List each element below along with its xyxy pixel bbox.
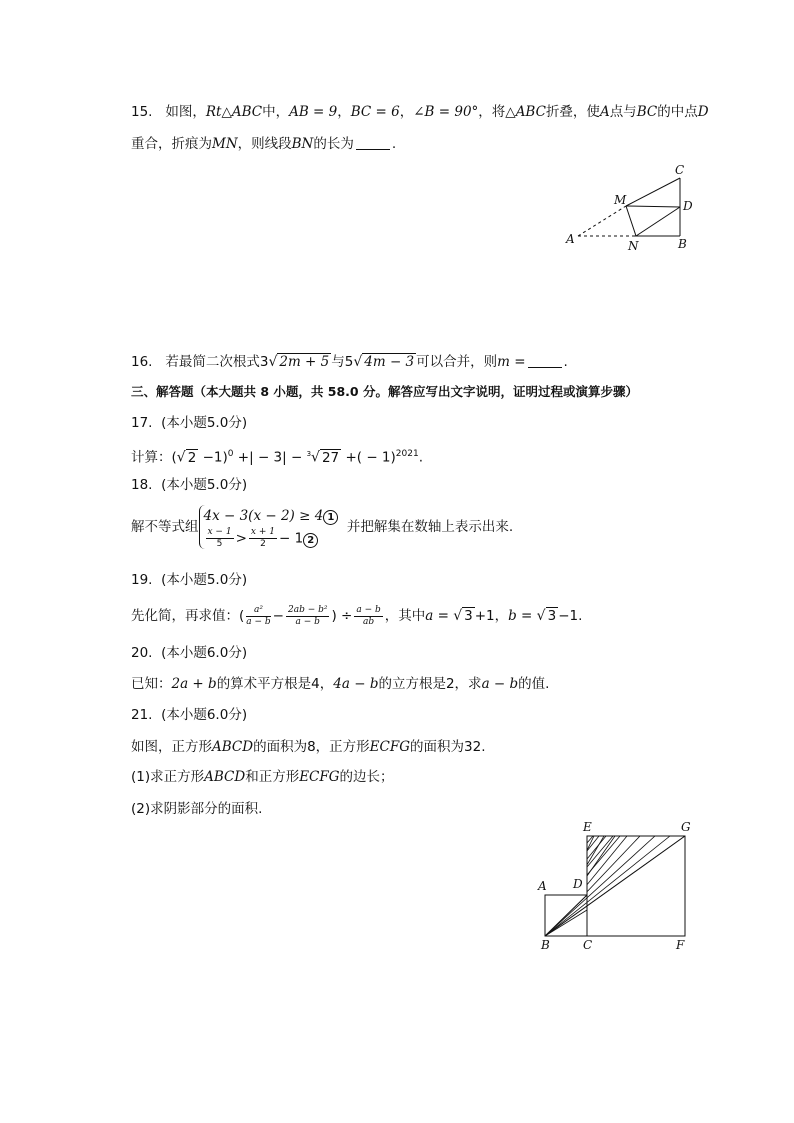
- answer-blank[interactable]: [528, 353, 562, 368]
- label-E: E: [583, 820, 592, 834]
- label-C: C: [583, 938, 593, 952]
- seg-MC: [626, 178, 680, 206]
- label-D: D: [683, 199, 693, 213]
- seg-MN: [626, 206, 636, 236]
- q16-line: 16. 若最简二次根式3√ 2m + 5 与5√ 4m − 3 可以合并，则m = .: [131, 354, 568, 370]
- label-A: A: [566, 232, 575, 246]
- q21-part2: (2)求阴影部分的面积.: [131, 801, 263, 817]
- seg-ND: [636, 207, 680, 236]
- q17-expression: 计算：(√ 2 −1)$^0$ +| − 3| − $^3$√ 27 +( − 1)$^{2021}$.: [131, 449, 423, 466]
- q21-line1: 如图，正方形ABCD的面积为8，正方形ECFG的面积为32.: [131, 739, 486, 755]
- square-ECFG: [587, 836, 685, 936]
- answer-blank[interactable]: [356, 135, 390, 150]
- label-B: B: [678, 237, 687, 251]
- q21-header: 21. (本小题6.0分): [131, 707, 248, 723]
- q20-header: 20. (本小题6.0分): [131, 645, 248, 661]
- q18-header: 18. (本小题5.0分): [131, 477, 248, 493]
- label-A: A: [538, 879, 547, 893]
- label-M: M: [614, 193, 627, 207]
- label-N: N: [628, 239, 639, 253]
- label-B: B: [541, 938, 550, 952]
- q19-expression: 先化简，再求值：( $\frac{\text{a²}}{a - b}$ − $\frac{\text{2ab − b²}}{a - b}$ ) ÷ $\frac{a - b}{ab}$ ，其中a = √ 3 +1，b = √ 3 −1.: [131, 604, 583, 627]
- q15-line1: 15. 如图，Rt△ABC中，AB = 9，BC = 6，∠B = 90°，将△ABC折叠，使A点与BC的中点D: [131, 104, 709, 120]
- label-D: D: [573, 877, 583, 891]
- q15-line2: 重合，折痕为MN，则线段BN的长为 .: [131, 136, 397, 152]
- seg-BD2: [545, 910, 587, 936]
- seg-AM-dashed: [578, 206, 626, 236]
- label-F: F: [676, 938, 685, 952]
- inequality-system: 4x − 3(x − 2) ≥ 4 1 $\frac{x - 1}{5}$ > $\frac{x + 1}{2}$ − 1 2: [199, 505, 339, 549]
- seg-BD: [545, 895, 587, 936]
- label-G: G: [681, 820, 691, 834]
- q20-text: 已知：2a + b的算术平方根是4，4a − b的立方根是2，求a − b的值.: [131, 676, 550, 692]
- section-3-title: 三、解答题（本大题共 8 小题，共 58.0 分。解答应写出文字说明，证明过程或演算步骤）: [131, 384, 638, 399]
- q21-figure: [530, 815, 700, 955]
- q18-system: 解不等式组 4x − 3(x − 2) ≥ 4 1 $\frac{x - 1}{5}$ > $\frac{x + 1}{2}$ − 1 2 并把解集在数轴上表示出来.: [131, 505, 513, 549]
- q15-figure: [560, 160, 700, 260]
- q21-part1: (1)求正方形ABCD和正方形ECFG的边长；: [131, 769, 394, 785]
- seg-MD: [626, 206, 680, 207]
- q17-header: 17. (本小题5.0分): [131, 415, 248, 431]
- q19-header: 19. (本小题5.0分): [131, 572, 248, 588]
- label-C: C: [675, 163, 685, 177]
